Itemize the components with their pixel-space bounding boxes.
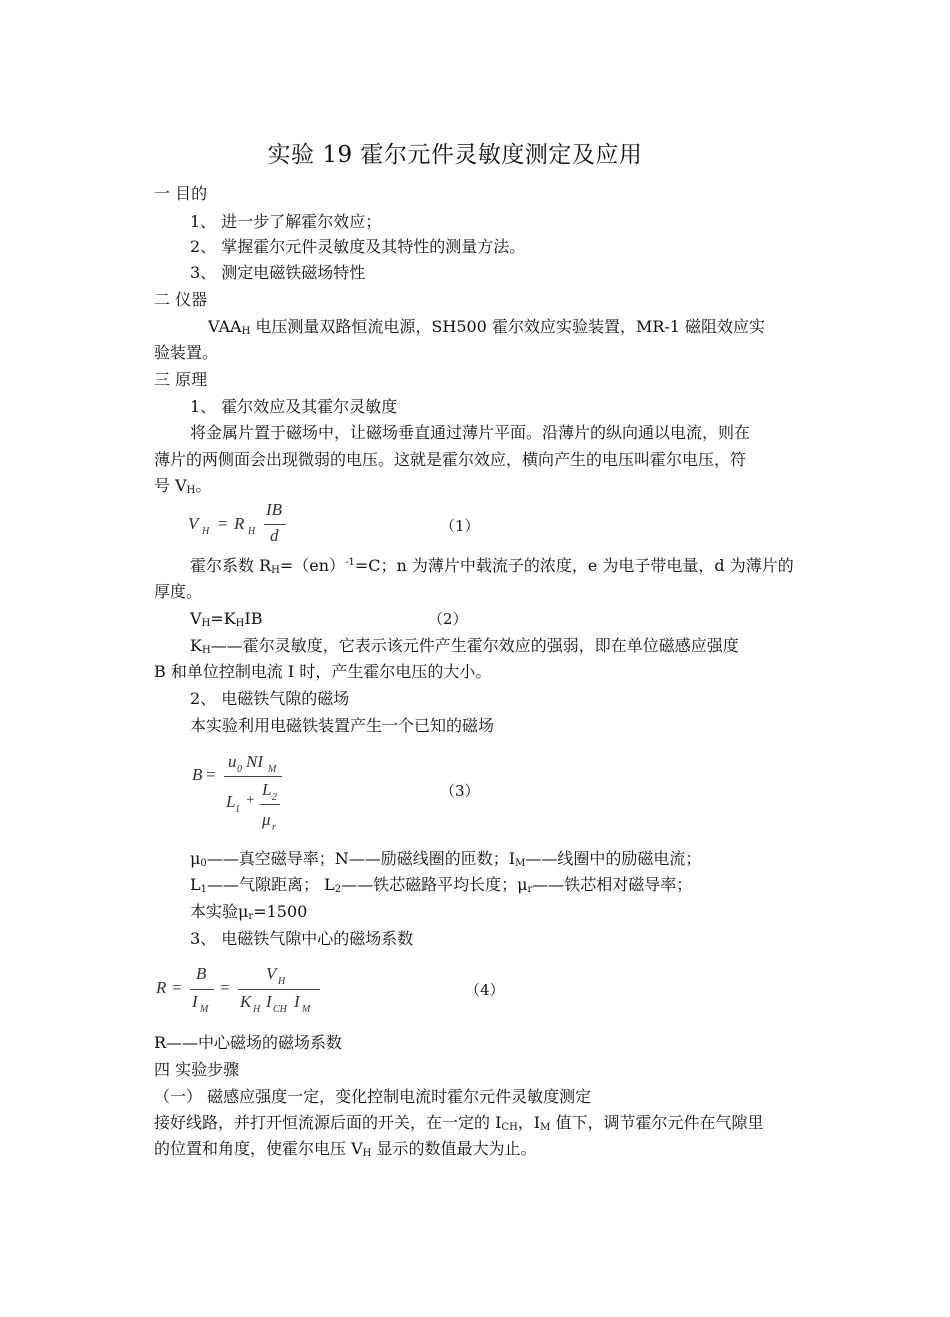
paragraph-line: 验装置。 xyxy=(154,343,219,362)
paragraph-line: 的位置和角度，使霍尔电压 $V_H$ 显示的数值最大为止。 xyxy=(154,1139,537,1159)
subsection-heading: 3、 电磁铁气隙中心的磁场系数 xyxy=(190,929,414,948)
page-title: 实验 19 霍尔元件灵敏度测定及应用 xyxy=(267,142,643,168)
paragraph-line: $L_1——$气隙距离； $L_2——$铁芯磁路平均长度；$\mu_r——$铁芯相对磁导率； xyxy=(190,875,693,895)
paragraph-line: 霍尔系数 $R_H=(en)^{-1}=C$；n 为薄片中载流子的浓度，e 为电子带电量，d 为薄片的 xyxy=(190,556,794,576)
paragraph-line: 号 $V_H$。 xyxy=(154,476,212,496)
equation-number: （4） xyxy=(465,981,505,999)
equation-2: $V_H=K_HIB$ xyxy=(190,609,263,629)
paragraph-line: 厚度。 xyxy=(154,582,203,601)
paragraph-line: 将金属片置于磁场中，让磁场垂直通过薄片平面。沿薄片的纵向通以电流，则在 xyxy=(190,423,751,442)
paragraph-line: 本实验$\mu_r=1500$ xyxy=(190,902,308,922)
section-heading-steps: 四 实验步骤 xyxy=(154,1060,240,1079)
paragraph-line: B 和单位控制电流 I 时，产生霍尔电压的大小。 xyxy=(154,662,492,681)
list-item: 1、 进一步了解霍尔效应； xyxy=(190,212,382,231)
equation-number: （3） xyxy=(440,782,480,800)
section-heading-purpose: 一 目的 xyxy=(154,184,208,203)
subsection-heading: （一） 磁感应强度一定，变化控制电流时霍尔元件灵敏度测定 xyxy=(154,1087,592,1106)
section-heading-principle: 三 原理 xyxy=(154,370,208,389)
paragraph-line: R——中心磁场的磁场系数 xyxy=(154,1033,343,1052)
subsection-heading: 1、 霍尔效应及其霍尔灵敏度 xyxy=(190,397,398,416)
section-heading-instruments: 二 仪器 xyxy=(154,290,208,309)
subsection-heading: 2、 电磁铁气隙的磁场 xyxy=(190,689,350,708)
list-item: 2、 掌握霍尔元件灵敏度及其特性的测量方法。 xyxy=(190,237,526,256)
equation-number: （2） xyxy=(428,610,468,628)
paragraph-line: 接好线路，并打开恒流源后面的开关，在一定的 $I_{CH}$，$I_M$ 值下，调节霍尔元件在气隙里 xyxy=(154,1113,764,1133)
paragraph-line: $VAA_H$ 电压测量双路恒流电源，SH500 霍尔效应实验装置，MR-1 磁阻效应实 xyxy=(208,317,766,337)
equation-3: B = u 0 NI M L 1 + L 2 μ r xyxy=(192,750,302,836)
equation-number: （1） xyxy=(440,517,480,535)
list-item: 3、 测定电磁铁磁场特性 xyxy=(190,263,366,282)
equation-1: V H = R H IB d xyxy=(188,500,308,550)
paragraph-line: $K_H——$霍尔灵敏度，它表示该元件产生霍尔效应的强弱，即在单位磁感应强度 xyxy=(190,636,739,656)
equation-4: R = B I M = V H K H I CH I M xyxy=(156,962,336,1018)
paragraph-line: $\mu_0——$真空磁导率；N——励磁线圈的匝数；$I_M——$线圈中的励磁电流； xyxy=(190,849,702,869)
paragraph-line: 本实验利用电磁铁装置产生一个已知的磁场 xyxy=(190,716,495,735)
paragraph-line: 薄片的两侧面会出现微弱的电压。这就是霍尔效应，横向产生的电压叫霍尔电压，符 xyxy=(154,450,747,469)
